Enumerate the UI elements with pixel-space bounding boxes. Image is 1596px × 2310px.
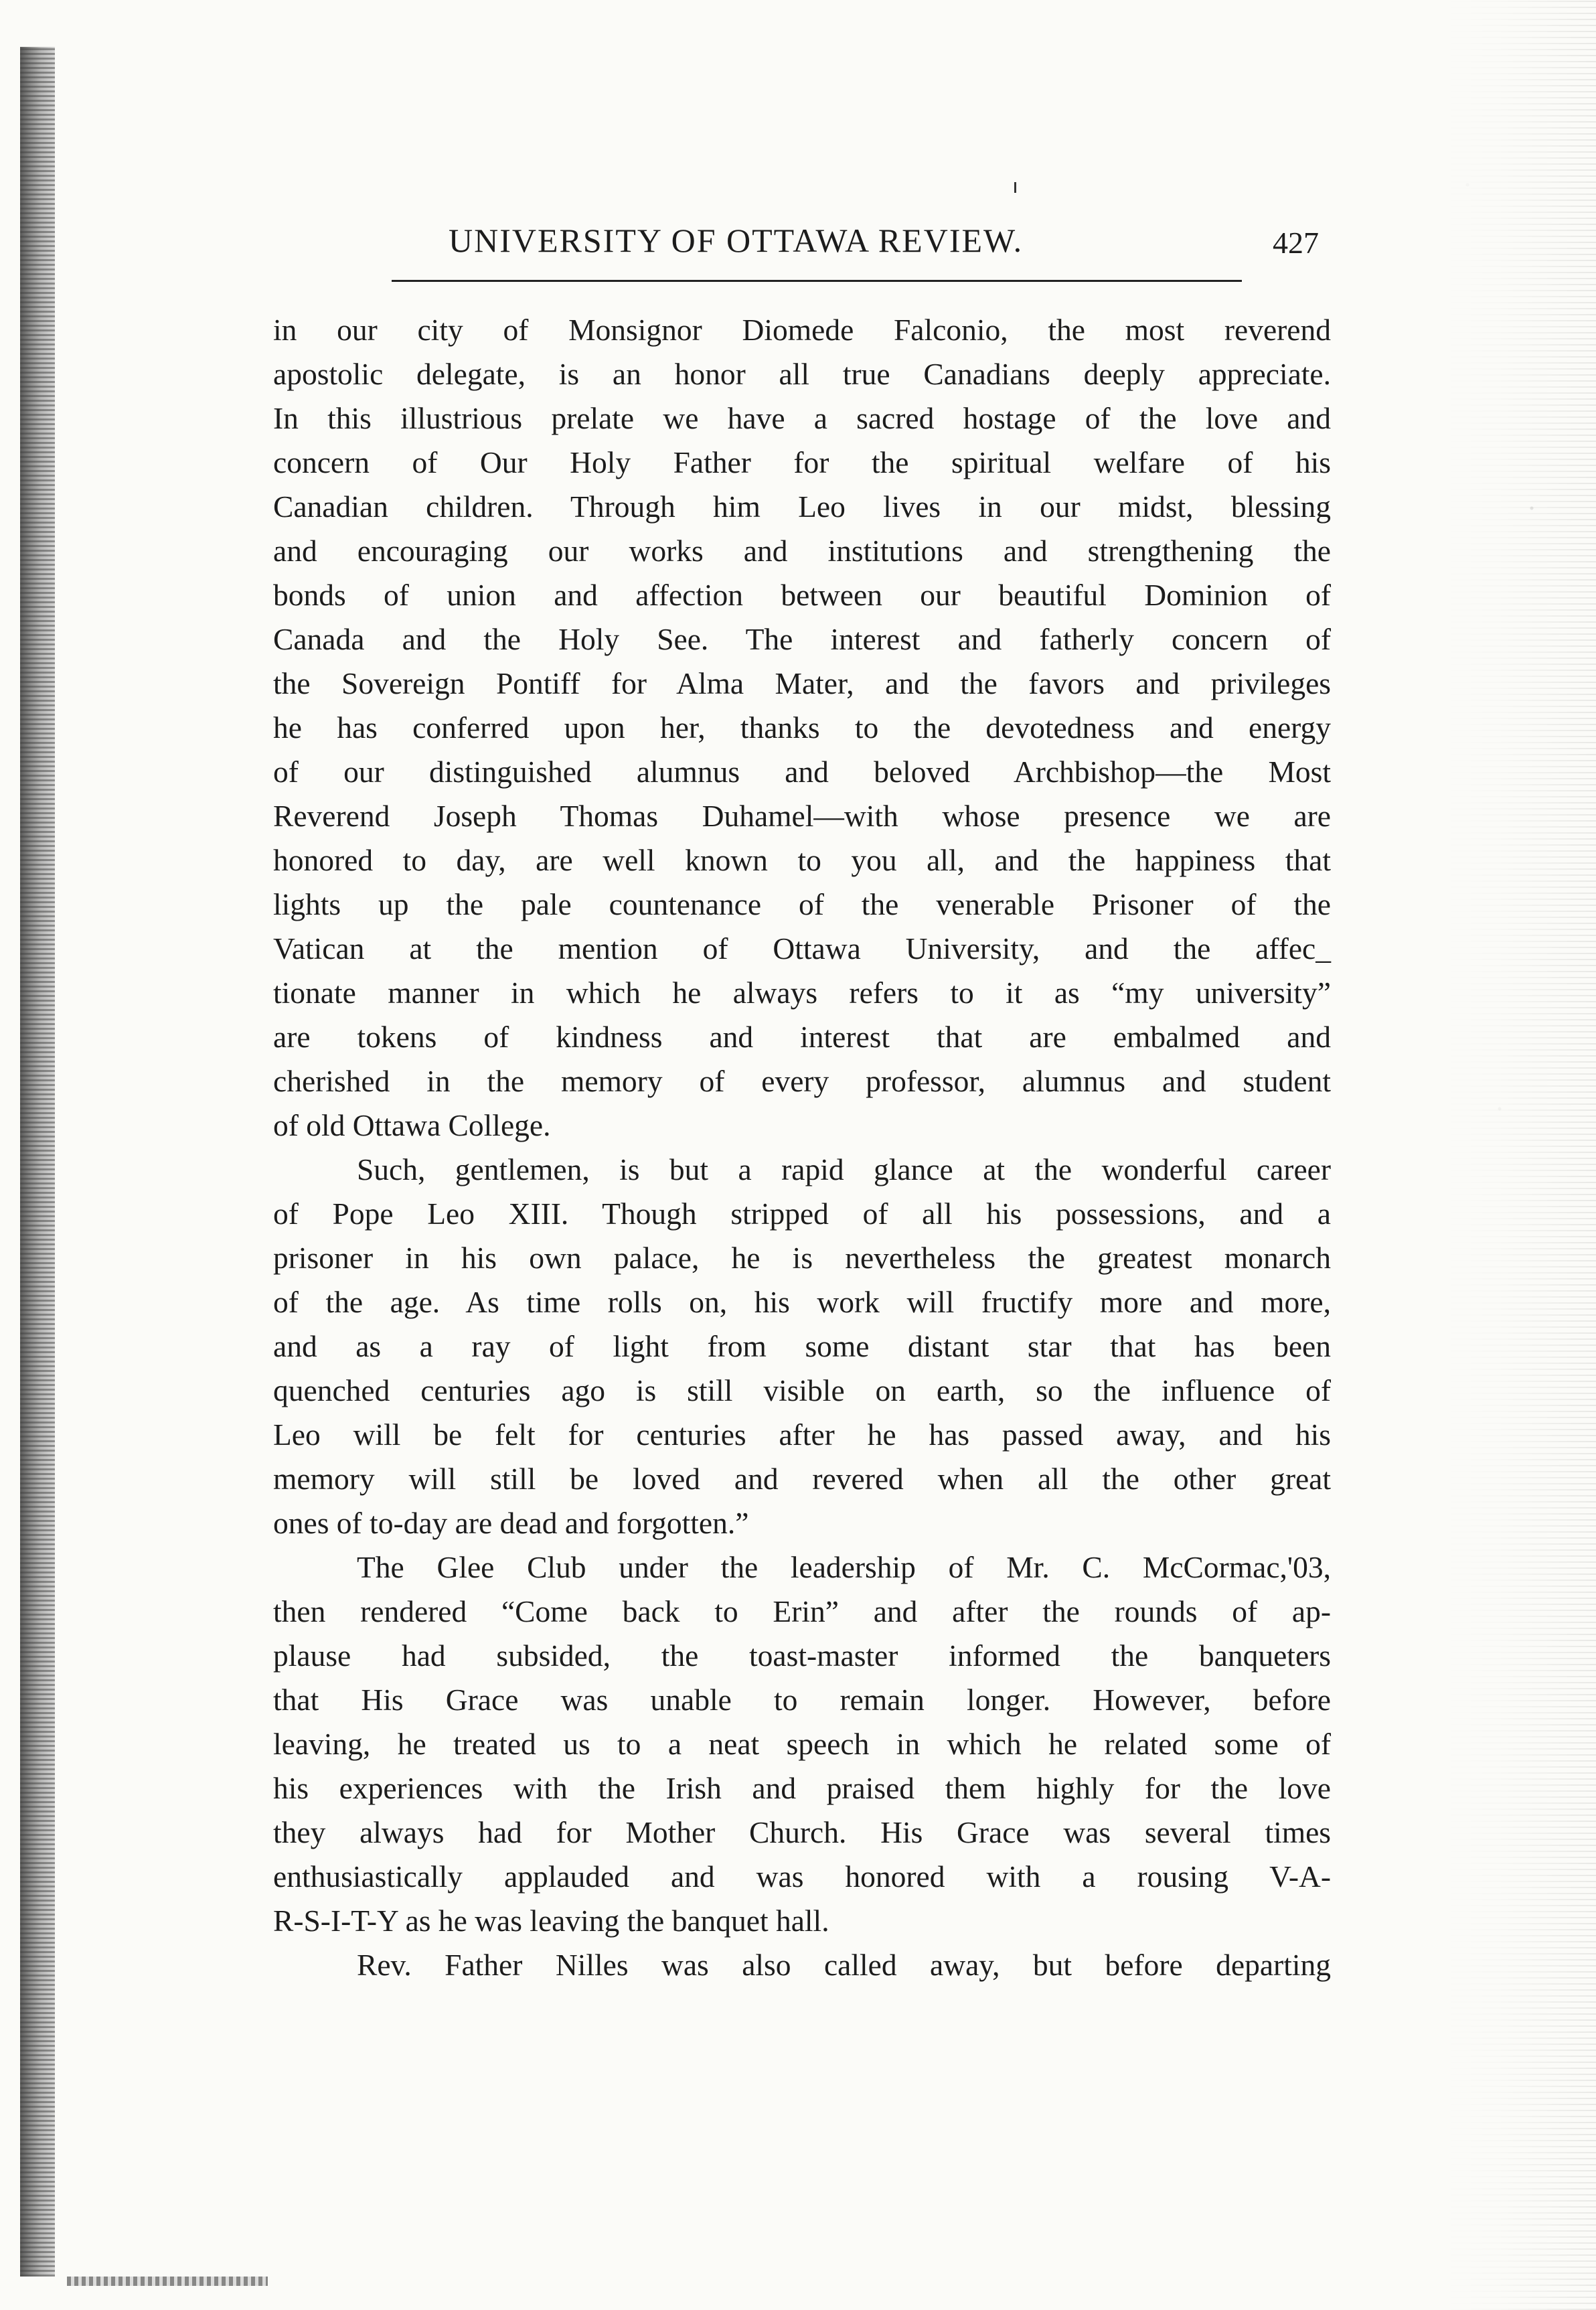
text-line: concern of Our Holy Father for the spiritual welfare of his [273,445,1331,479]
text-line: Leo will be felt for centuries after he has passed away, and his [273,1417,1331,1452]
text-line: R-S-I-T-Y as he was leaving the banquet hall. [273,1904,829,1938]
text-line: prisoner in his own palace, he is nevertheless the greatest monarch [273,1241,1331,1275]
page-binding-bottom-edge [67,2277,268,2286]
text-line: quenched centuries ago is still visible on earth, so the influence of [273,1373,1331,1407]
text-line: and as a ray of light from some distant star that has been [273,1329,1331,1363]
text-line: then rendered “Come back to Erin” and after the rounds of ap- [273,1594,1331,1628]
text-line: Rev. Father Nilles was also called away, but before departing [357,1948,1331,1982]
paragraph-2 [273,1148,1331,1545]
text-line: and encouraging our works and institutions and strengthening the [273,534,1331,568]
text-line: enthusiastically applauded and was honored with a rousing V-A- [273,1859,1331,1894]
page-right-edge-noise [1435,0,1596,2310]
running-head: UNIVERSITY OF OTTAWA REVIEW. [449,222,1024,259]
header-rule [392,280,1242,282]
paragraph-4 [273,1943,1331,1987]
scan-mark [1014,182,1016,193]
text-line: Reverend Joseph Thomas Duhamel—with whose presence we are [273,799,1331,833]
paragraph-3 [273,1545,1331,1943]
page-number: 427 [1273,226,1319,260]
paragraph-1 [273,308,1331,1148]
text-line: in our city of Monsignor Diomede Falconio, the most reverend [273,313,1331,347]
text-line: are tokens of kindness and interest that are embalmed and [273,1020,1331,1054]
text-line: plause had subsided, the toast-master informed the banqueters [273,1638,1331,1673]
text-line: of Pope Leo XIII. Though stripped of all his possessions, and a [273,1197,1331,1231]
text-line: The Glee Club under the leadership of Mr. C. McCormac,'03, [357,1550,1331,1584]
text-line: memory will still be loved and revered when all the other great [273,1462,1331,1496]
text-line: tionate manner in which he always refers to it as “my university” [273,976,1331,1010]
text-line: of our distinguished alumnus and beloved Archbishop—the Most [273,755,1331,789]
article-text [273,308,1331,1987]
text-line: his experiences with the Irish and praised them highly for the love [273,1771,1331,1805]
text-line: Vatican at the mention of Ottawa University, and the affec_ [273,931,1331,966]
text-line: Canada and the Holy See. The interest and fatherly concern of [273,622,1331,656]
text-line: cherished in the memory of every professor, alumnus and student [273,1064,1331,1098]
text-line: honored to day, are well known to you all, and the happiness that [273,843,1331,877]
text-line: Canadian children. Through him Leo lives in our midst, blessing [273,489,1331,524]
page-binding-edge [20,47,55,2277]
text-line: apostolic delegate, is an honor all true Canadians deeply appreciate. [273,357,1331,391]
text-line: of old Ottawa College. [273,1108,551,1142]
text-line: lights up the pale countenance of the venerable Prisoner of the [273,887,1331,921]
text-line: In this illustrious prelate we have a sacred hostage of the love and [273,401,1331,435]
text-line: leaving, he treated us to a neat speech in which he related some of [273,1727,1331,1761]
text-line: the Sovereign Pontiff for Alma Mater, and the favors and privileges [273,666,1331,700]
text-line: Such, gentlemen, is but a rapid glance at the wonderful career [357,1152,1331,1186]
page-header [402,221,1326,275]
text-line: bonds of union and affection between our beautiful Dominion of [273,578,1331,612]
text-line: ones of to-day are dead and forgotten.” [273,1506,749,1540]
text-line: he has conferred upon her, thanks to the devotedness and energy [273,710,1331,745]
text-line: of the age. As time rolls on, his work will fructify more and more, [273,1285,1331,1319]
text-line: that His Grace was unable to remain longer. However, before [273,1683,1331,1717]
text-line: they always had for Mother Church. His Grace was several times [273,1815,1331,1849]
